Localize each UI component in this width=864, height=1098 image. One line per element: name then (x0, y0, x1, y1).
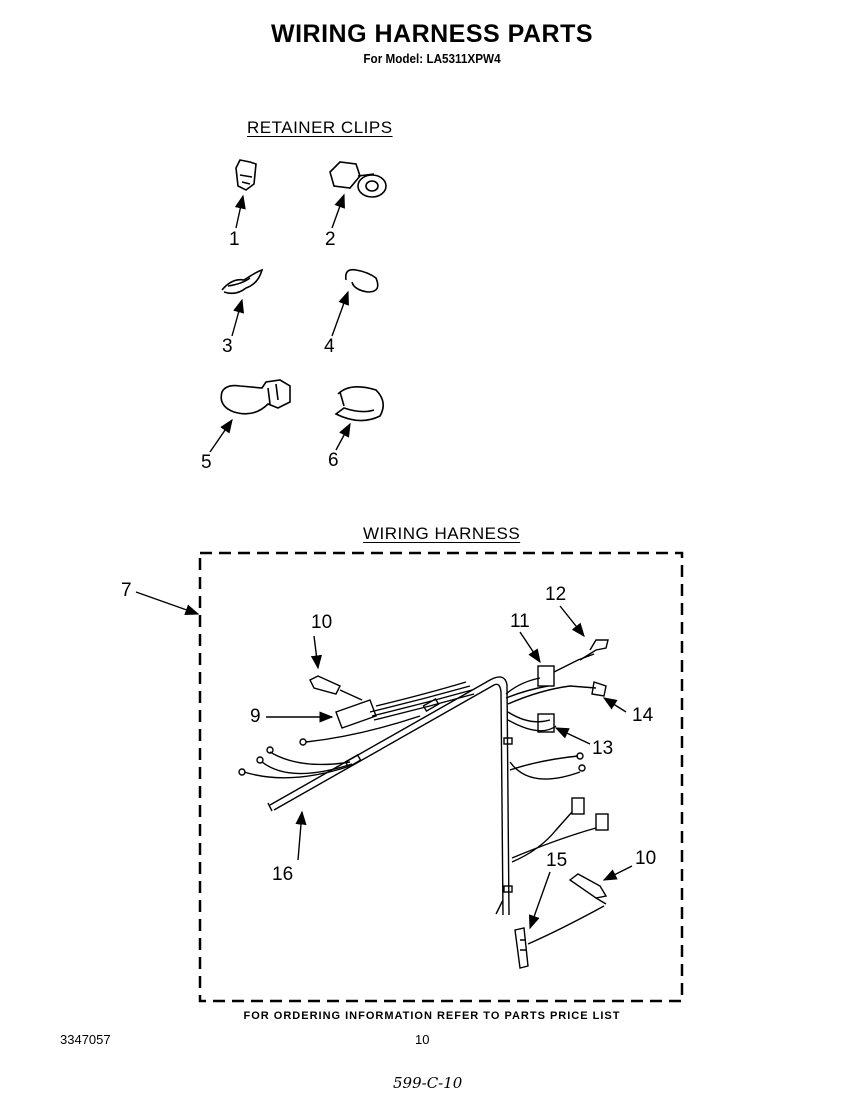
callout-11: 11 (510, 611, 530, 632)
callout-5: 5 (201, 452, 212, 473)
page-number: 10 (415, 1032, 430, 1047)
callout-10-lower: 10 (635, 848, 657, 869)
callout-1: 1 (229, 229, 240, 250)
callout-7: 7 (121, 580, 132, 601)
callout-14: 14 (632, 705, 654, 726)
callout-6: 6 (328, 450, 339, 471)
clip-2-drawing (330, 162, 386, 197)
document-number: 3347057 (60, 1032, 111, 1047)
handwritten-note: 599-C-10 (393, 1074, 463, 1092)
clip-5-drawing (221, 380, 290, 414)
clip-4-drawing (346, 270, 378, 292)
callout-12: 12 (545, 584, 567, 605)
callout-3: 3 (222, 336, 233, 357)
callout-10-upper: 10 (311, 612, 333, 633)
wiring-harness-heading: WIRING HARNESS (363, 524, 521, 543)
callout-2: 2 (325, 229, 336, 250)
clip-6-drawing (336, 387, 383, 421)
clip-1-drawing (236, 160, 256, 190)
ordering-footer-note: FOR ORDERING INFORMATION REFER TO PARTS PRICE LIST (243, 1010, 621, 1022)
clip-3-drawing (222, 270, 262, 293)
callout-4: 4 (324, 336, 335, 357)
retainer-clips-heading: RETAINER CLIPS (247, 118, 393, 137)
harness-drawing (239, 640, 608, 968)
callout-13: 13 (592, 738, 614, 759)
page-title: WIRING HARNESS PARTS (270, 20, 594, 48)
model-subtitle: For Model: LA5311XPW4 (363, 51, 501, 66)
callout-9: 9 (250, 706, 261, 727)
harness-arrows (136, 592, 632, 928)
callout-15: 15 (546, 850, 568, 871)
callout-16: 16 (272, 864, 294, 885)
